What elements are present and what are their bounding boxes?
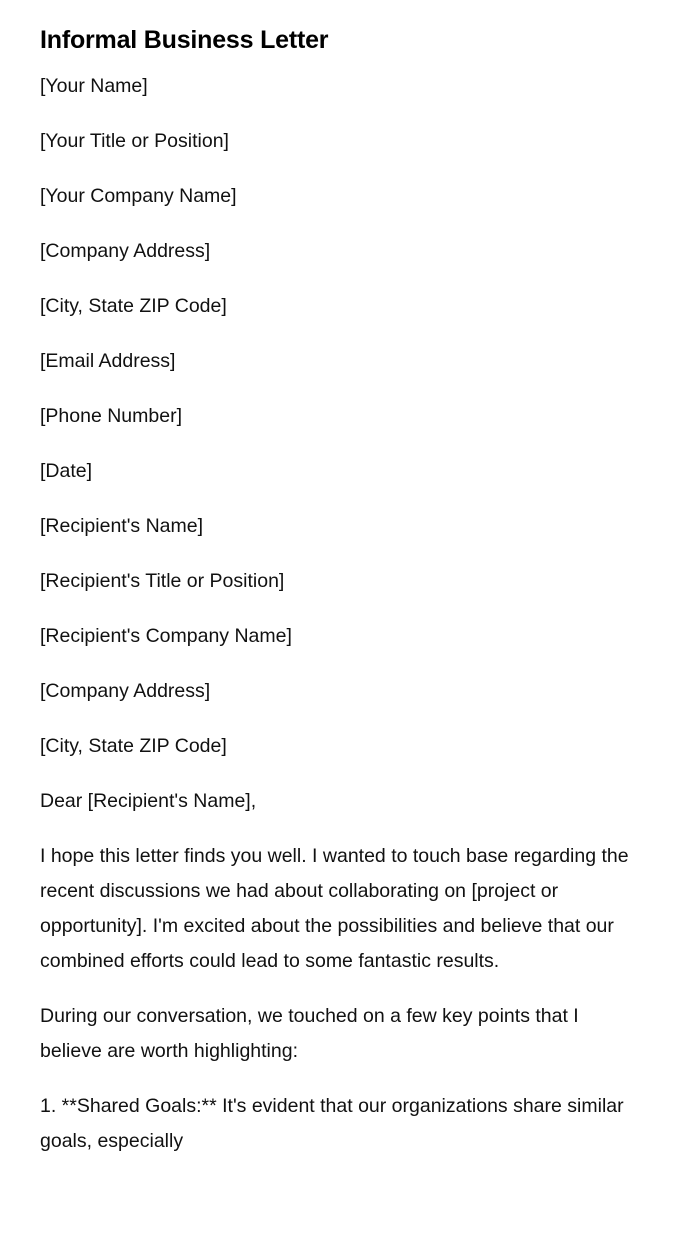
recipient-address: [Company Address] <box>40 680 211 702</box>
body-paragraph: I hope this letter finds you well. I wanted to touch base regarding the recent discussions we had about collaborating on [project or opportunity]. I'm excited about the possibilities and believe that our combined efforts could lead to some fantastic results. <box>40 845 629 972</box>
sender-address: [Company Address] <box>40 240 211 262</box>
sender-name: [Your Name] <box>40 75 148 97</box>
recipient-name: [Recipient's Name] <box>40 515 204 537</box>
sender-city: [City, State ZIP Code] <box>40 295 227 317</box>
recipient-title: [Recipient's Title or Position] <box>40 570 285 592</box>
document-title: Informal Business Letter <box>40 26 329 54</box>
salutation: Dear [Recipient's Name], <box>40 790 257 812</box>
recipient-block <box>40 509 640 764</box>
sender-company: [Your Company Name] <box>40 185 237 207</box>
recipient-city: [City, State ZIP Code] <box>40 735 227 757</box>
sender-title: [Your Title or Position] <box>40 130 229 152</box>
body-paragraph: During our conversation, we touched on a few key points that I believe are worth highlighting: <box>40 1005 579 1062</box>
letter-document <box>40 22 640 1159</box>
sender-phone: [Phone Number] <box>40 405 182 427</box>
letter-date: [Date] <box>40 460 93 482</box>
sender-email: [Email Address] <box>40 350 176 372</box>
recipient-company: [Recipient's Company Name] <box>40 625 292 647</box>
body-paragraph: 1. **Shared Goals:** It's evident that our organizations share similar goals, especially <box>40 1095 624 1152</box>
sender-block <box>40 69 640 434</box>
